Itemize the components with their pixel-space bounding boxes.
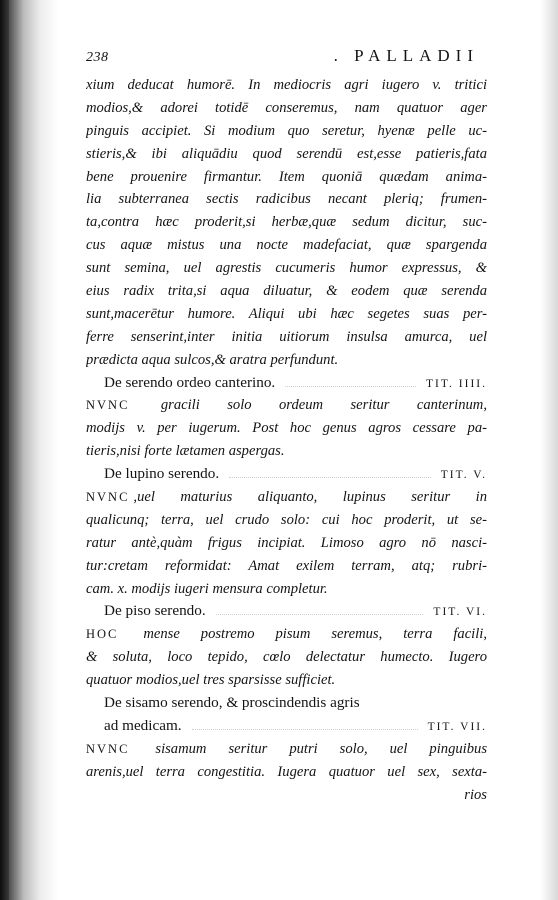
chapter-heading-7 — [86, 692, 487, 715]
page-number: 238 — [86, 50, 109, 65]
page-edge — [540, 0, 558, 900]
chapter-number: TIT. VII. — [427, 720, 487, 733]
text-line: NVNC sisamum seritur putri solo, uel pinguibus — [86, 740, 487, 757]
text-line: sunt semina, uel agrestis cucumeris humor expressus, & — [86, 260, 487, 277]
text-line: ratur antè,quàm frigus incipiat. Limoso agro nō nasci- — [86, 534, 487, 551]
chapter-heading-4 — [86, 372, 487, 395]
text-line: prædicta aqua sulcos,& aratra perfundunt. — [86, 351, 339, 368]
running-head — [86, 46, 487, 72]
chapter-title: De serendo ordeo canterino. — [104, 373, 276, 391]
opening-word: NVNC — [86, 741, 130, 756]
text-line: bene prouenire firmantur. Item quoniā quædam anima- — [86, 168, 487, 185]
text-line: modios,& adorei totidē conseremus, nam quatuor ager — [86, 99, 487, 116]
opening-word: NVNC — [86, 490, 130, 505]
text-line: tur:cretam reformidat: Amat exilem terram, atq; rubri- — [86, 557, 487, 574]
leader-dots — [285, 386, 416, 387]
text-line: ta,contra hæc proderit,si herbæ,quæ sedum dicitur, suc- — [86, 214, 487, 231]
leader-dots — [229, 477, 431, 478]
chapter-number: TIT. IIII. — [426, 377, 487, 390]
text-line: modijs v. per iugerum. Post hoc genus agros cessare pa- — [86, 420, 487, 437]
chapter-title-cont: ad medicam. — [104, 716, 182, 734]
text-line: HOC mense postremo pisum seremus, terra facili, — [86, 626, 487, 643]
chapter-number: TIT. V. — [440, 469, 487, 482]
text-line: xium deducat humorē. In mediocris agri iugero v. tritici — [86, 77, 487, 93]
opening-word: HOC — [86, 627, 119, 642]
text-line: sunt,macerētur humore. Aliqui ubi hæc segetes suas per- — [86, 305, 487, 322]
chapter-title: De lupino serendo. — [104, 465, 220, 483]
text-line: ferre senserint,inter initia uitiorum insulsa amurca, uel — [86, 328, 487, 345]
text-line: NVNC gracili solo ordeum seritur canterinum, — [86, 397, 487, 414]
binding-fold — [0, 0, 9, 900]
text-line: stieris,& ibi aliquādiu quod serendū est,esse patieris,fata — [86, 145, 487, 162]
text-line: qualicunq; terra, uel crudo solo: cui hoc proderit, ut se- — [86, 511, 487, 528]
text-line: quatuor modios,uel tres sparsisse sufficiet. — [86, 672, 336, 689]
opening-word: NVNC — [86, 398, 130, 413]
catchword: rios — [464, 786, 487, 803]
text-line: tieris,nisi forte lætamen aspergas. — [86, 443, 285, 460]
text-line: cus aquæ mistus una nocte madefaciat, quæ spargenda — [86, 237, 487, 254]
running-title: . PALLADII — [333, 46, 479, 65]
text-line: eius radix trita,si aqua diluatur, & eodem quæ serenda — [86, 283, 487, 300]
chapter-heading-5 — [86, 463, 487, 486]
text-line: cam. x. modijs iugeri mensura completur. — [86, 580, 328, 597]
text-line: arenis,uel terra congestitia. Iugera quatuor uel sex, sexta- — [86, 763, 487, 780]
text-line: pinguis accipiet. Si modium quo seretur, hyenæ pelle uc- — [86, 122, 487, 139]
text-line: NVNC ,uel maturius aliquanto, lupinus seritur in — [86, 489, 487, 506]
chapter-heading-6 — [86, 600, 487, 623]
chapter-title: De sisamo serendo, & proscindendis agris — [104, 694, 360, 712]
text-block — [86, 46, 487, 807]
chapter-title: De piso serendo. — [104, 602, 206, 620]
chapter-heading-7-cont — [86, 715, 487, 738]
text-line: lia subterranea sectis radicibus necant pleriq; frumen- — [86, 191, 487, 208]
leader-dots — [216, 614, 424, 615]
leader-dots — [192, 729, 418, 730]
text-line: & soluta, loco tepido, cœlo delectatur humecto. Iugero — [86, 649, 487, 666]
chapter-number: TIT. VI. — [433, 606, 487, 619]
